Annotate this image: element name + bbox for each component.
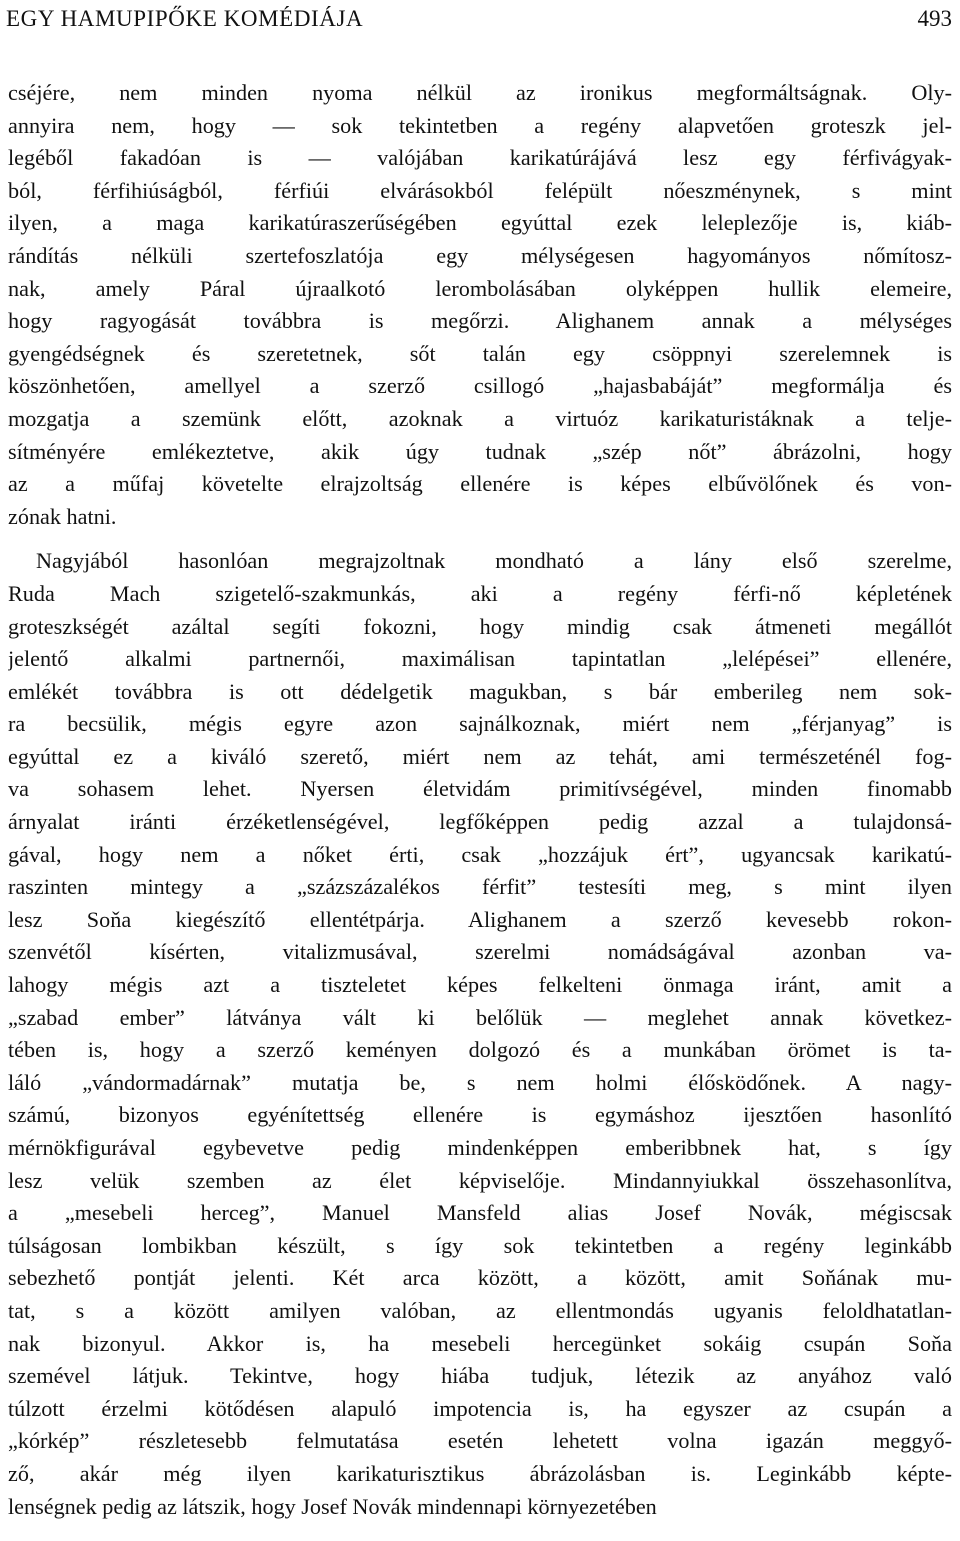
page-number: 493 [917, 6, 952, 31]
text-line: lesz velük szemben az élet képviselője. Mindannyiukkal összehasonlítva, [8, 1167, 952, 1193]
text-line: emlékét továbbra is ott dédelgetik magukban, s bár emberileg nem sok- [8, 678, 952, 704]
text-line: túlságosan lombikban készült, s így sok tekintetben a regény leginkább [8, 1232, 952, 1258]
text-line: hogy ragyogását továbbra is megőrzi. Alighanem annak a mélységes [8, 308, 952, 334]
text-line: jelentő alkalmi partnernői, maximálisan tapintatlan „lelépései” ellenére, [8, 646, 952, 672]
text-line: túlzott érzelmi kötődésen alapuló impotencia is, ha egyszer az csupán a [8, 1395, 952, 1421]
text-line: lesz Soňa kiegészítő ellentétpárja. Alighanem a szerző kevesebb rokon- [8, 906, 952, 932]
body-text [8, 77, 952, 1523]
text-line: legéből fakadóan is — valójában karikatúrájává lesz egy férfivágyak- [8, 145, 952, 171]
text-line: láló „vándormadárnak” mutatja be, s nem holmi élősködőnek. A nagy- [8, 1069, 952, 1095]
paragraph [8, 77, 952, 533]
text-line: sítményére emlékeztetve, akik úgy tudnak „szép nőt” ábrázolni, hogy [8, 438, 952, 464]
text-line: nak bizonyul. Akkor is, ha mesebeli hercegünket sokáig csupán Soňa [8, 1330, 952, 1356]
text-line: ra becsülik, mégis egyre azon sajnálkoznak, miért nem „férjanyag” is [8, 711, 952, 737]
text-line: gyengédségnek és szeretetnek, sőt talán egy csöppnyi szerelemnek is [8, 340, 952, 366]
page-header [6, 2, 952, 36]
running-head: EGY HAMUPIPŐKE KOMÉDIÁJA [6, 6, 364, 31]
text-line: zónak hatni. [8, 503, 117, 529]
text-line: tat, s a között amilyen valóban, az ellentmondás ugyanis feloldhatatlan- [8, 1297, 952, 1323]
text-line: lahogy mégis azt a tiszteletet képes felkelteni önmaga iránt, amit a [8, 972, 952, 998]
text-line: va sohasem lehet. Nyersen életvidám primitívségével, minden finomabb [8, 776, 952, 802]
text-line: szenvétől kísérten, vitalizmusával, szerelmi nomádságával azonban va- [8, 939, 952, 965]
text-line: ző, akár még ilyen karikaturisztikus ábrázolásban is. Leginkább képte- [8, 1460, 952, 1486]
text-line: ból, férfihiúságból, férfiúi elvárásokból felépült nőeszménynek, s mint [8, 177, 952, 203]
text-line: szemével látjuk. Tekintve, hogy hiába tudjuk, létezik az anyához való [8, 1363, 952, 1389]
paragraph-gap [8, 533, 952, 545]
text-line: árnyalat iránti érzéketlenségével, legfőképpen pedig azzal a tulajdonsá- [8, 809, 952, 835]
text-line: az a műfaj követelte elrajzoltság ellenére is képes elbűvölőnek és von- [8, 471, 952, 497]
text-line: raszinten mintegy a „százszázalékos férfit” testesíti meg, s mint ilyen [8, 874, 952, 900]
text-line: cséjére, nem minden nyoma nélkül az ironikus megformáltságnak. Oly- [8, 80, 952, 105]
text-line: mérnökfigurával egybevetve pedig mindenképpen emberibbnek hat, s így [8, 1135, 952, 1160]
text-line: annyira nem, hogy — sok tekintetben a regény alapvetően groteszk jel- [8, 112, 952, 138]
text-line: tében is, hogy a szerző keményen dolgozó és a munkában örömet is ta- [8, 1037, 952, 1063]
text-line: sebezhető pontját jelenti. Két arca között, a között, amit Soňának mu- [8, 1265, 952, 1291]
text-line: mozgatja a szemünk előtt, azoknak a virtuóz karikaturistáknak a telje- [8, 405, 952, 431]
text-line: ilyen, a maga karikatúraszerűségében egyúttal ezek leleplezője is, kiáb- [8, 210, 952, 236]
text-line: gával, hogy nem a nőket érti, csak „hozzájuk ért”, ugyancsak karikatú- [8, 841, 952, 867]
text-line: egyúttal ez a kiváló szerető, miért nem az tehát, ami természeténél fog- [8, 743, 952, 769]
text-line: lenségnek pedig az látszik, hogy Josef Novák mindennapi környezetében [8, 1493, 657, 1519]
text-line: groteszkségét azáltal segíti fokozni, hogy mindig csak átmeneti megállót [8, 613, 952, 639]
text-line: számú, bizonyos egyénítettség ellenére is egymáshoz ijesztően hasonlító [8, 1102, 952, 1128]
text-line: Nagyjából hasonlóan megrajzoltnak mondható a lány első szerelme, [36, 548, 952, 574]
text-line: „szabad ember” látványa vált ki belőlük — meglehet annak következ- [8, 1004, 952, 1030]
text-line: a „mesebeli herceg”, Manuel Mansfeld alias Josef Novák, mégiscsak [8, 1200, 952, 1226]
paragraph [8, 545, 952, 1523]
text-line: rándítás nélküli szertefoszlatója egy mélységesen hagyományos nőmítosz- [8, 242, 952, 268]
text-line: köszönhetően, amellyel a szerző csillogó „hajasbabáját” megformálja és [8, 373, 952, 399]
text-line: nak, amely Páral újraalkotó lerombolásában olyképpen hullik elemeire, [8, 275, 952, 301]
text-line: „kórkép” részletesebb felmutatása esetén lehetett volna igazán meggyő- [8, 1428, 952, 1454]
text-line: Ruda Mach szigetelő-szakmunkás, aki a regény férfi-nő képletének [8, 580, 952, 606]
